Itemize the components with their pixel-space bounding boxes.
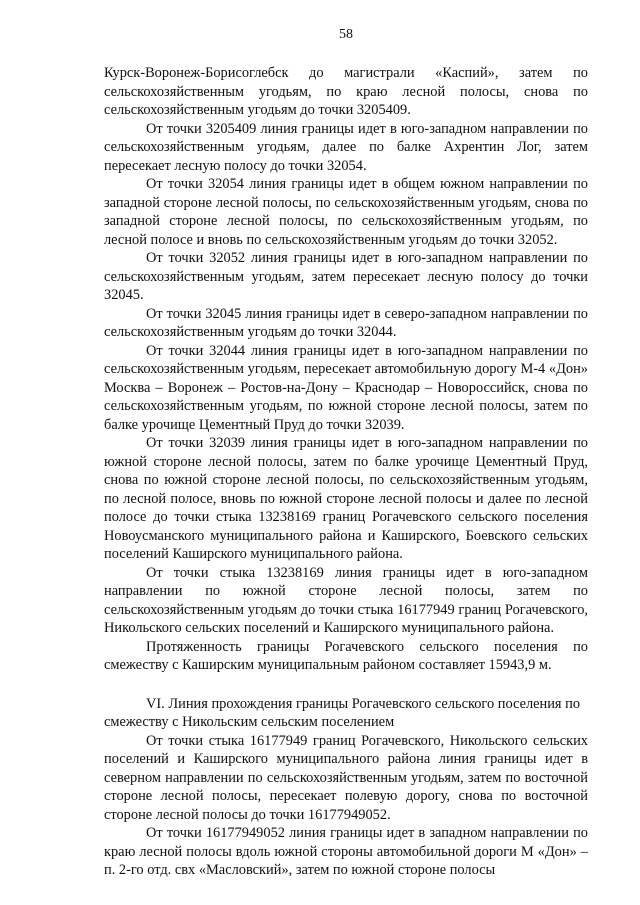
paragraph-point-13238169: От точки стыка 13238169 линия границы идет в юго-западном направлении по южной стороне лесной полосы, затем по сельскохозяйственным угодьям до точки стыка 16177949 границ Рогачевского, Никольского сельских поселений и Каширского муниципального района.: [104, 564, 588, 636]
document-page: [104, 26, 588, 880]
paragraph-point-32039: От точки 32039 линия границы идет в юго-западном направлении по южной стороне лесной полосы, затем по балке урочище Цементный Пруд, снова по южной стороне лесной полосы, по сельскохозяйственным угодьям, по лесной полосе, вновь по южной стороне лесной полосы и далее по лесной полосе до точки стыка 13238169 границ Рогачевского сельского поселения Новоусманского муниципального района и Каширского, Боевского сельских поселений Каширского муниципального района.: [104, 435, 588, 562]
page-number: 58: [339, 27, 353, 42]
paragraph-point-32045: От точки 32045 линия границы идет в северо-западном направлении по сельскохозяйственным угодьям до точки 32044.: [104, 305, 588, 340]
paragraph-continuation: Курск-Воронеж-Борисоглебск до магистрали «Каспий», затем по сельскохозяйственным угодьям, по краю лесной полосы, снова по сельскохозяйственным угодьям до точки 3205409.: [104, 65, 588, 118]
section-heading: VI. Линия прохождения границы Рогачевского сельского поселения по смежеству с Никольским сельским поселением: [104, 695, 581, 730]
paragraph-point-32054: От точки 32054 линия границы идет в общем южном направлении по западной стороне лесной полосы, по сельскохозяйственным угодьям, снова по западной стороне лесной полосы, по сельскохозяйственным угодьям, по лесной полосе и вновь по сельскохозяйственным угодьям до точки 32052.: [104, 176, 588, 248]
paragraph-point-32044: От точки 32044 линия границы идет в юго-западном направлении по сельскохозяйственным угодьям, пересекает автомобильную дорогу М-4 «Дон» Москва – Воронеж – Ростов-на-Дону – Краснодар – Новороссийск, снова по сельскохозяйственным угодьям, по южной стороне лесной полосы, затем по балке урочище Цементный Пруд до точки 32039.: [104, 342, 588, 433]
paragraph-point-16177949052: От точки 16177949052 линия границы идет в западном направлении по краю лесной полосы вдоль южной стороны автомобильной дороги М «Дон» – п. 2-го отд. свх «Масловский», затем по южной стороне полосы: [104, 825, 588, 878]
paragraph-point-3205409: От точки 3205409 линия границы идет в юго-западном направлении по сельскохозяйственным угодьям, далее по балке Ахрентин Лог, затем пересекает лесную полосу до точки 32054.: [104, 120, 588, 174]
paragraph-point-32052: От точки 32052 линия границы идет в юго-западном направлении по сельскохозяйственным угодьям, затем пересекает лесную полосу до точки 32045.: [104, 250, 588, 303]
paragraph-point-16177949: От точки стыка 16177949 границ Рогачевского, Никольского сельских поселений и Каширского муниципального района линия границы идет в северном направлении по сельскохозяйственным угодьям, затем по восточной стороне лесной полосы, пересекает полевую дорогу, снова по восточной стороне лесной полосы до точки 16177949052.: [104, 732, 588, 823]
paragraph-boundary-length: Протяженность границы Рогачевского сельского поселения по смежеству с Каширским муниципальным районом составляет 15943,9 м.: [104, 638, 588, 673]
